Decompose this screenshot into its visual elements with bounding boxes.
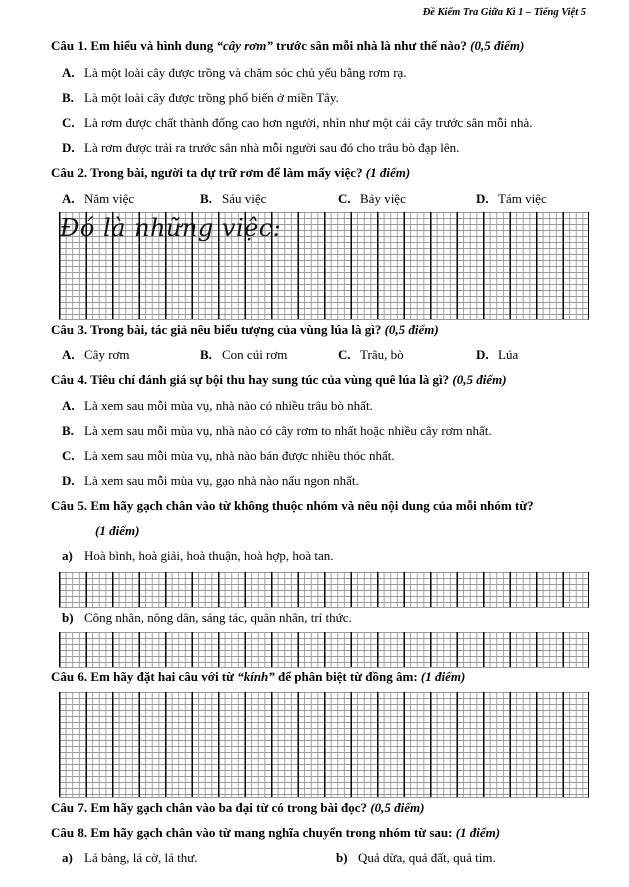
- q4-option-a: [62, 398, 373, 414]
- q8-part-b: [336, 850, 496, 866]
- document-header: Đề Kiểm Tra Giữa Kì 1 – Tiếng Việt 5: [422, 7, 586, 18]
- option-letter: B.: [200, 191, 212, 206]
- question-5: Câu 5. Em hãy gạch chân vào từ không thuộc nhóm và nêu nội dung của mỗi nhóm từ?: [51, 498, 534, 513]
- q1-prefix: Câu 1. Em hiểu và hình dung: [51, 38, 217, 53]
- q1-option-a: [62, 65, 407, 81]
- q5-points: (1 điểm): [95, 523, 140, 538]
- q3-option-d: [476, 347, 518, 363]
- option-letter: C.: [338, 191, 351, 206]
- question-7: [51, 800, 424, 816]
- q6-writing-grid[interactable]: [59, 692, 589, 798]
- q8-text: Câu 8. Em hãy gạch chân vào từ mang nghĩa chuyển trong nhóm từ sau:: [51, 825, 453, 840]
- option-letter: D.: [476, 191, 489, 206]
- option-text: Lúa: [498, 347, 519, 362]
- q1-option-c: [62, 115, 532, 131]
- q8-part-a: [62, 850, 198, 866]
- q2-option-c: [338, 191, 406, 207]
- option-letter: A.: [62, 398, 75, 413]
- q1-points: (0,5 điểm): [466, 38, 525, 53]
- q1-option-d: [62, 140, 459, 156]
- option-text: Năm việc: [84, 191, 135, 206]
- q4-option-b: [62, 423, 492, 439]
- part-label: b): [62, 610, 74, 625]
- q8-points: (1 điểm): [452, 825, 501, 840]
- q7-text: Câu 7. Em hãy gạch chân vào ba đại từ có trong bài đọc?: [51, 800, 367, 815]
- part-text: Hoà bình, hoà giải, hoà thuận, hoà hợp, hoà tan.: [84, 548, 334, 563]
- q2-option-a: [62, 191, 134, 207]
- question-3: [51, 322, 439, 338]
- option-text: Là rơm được chất thành đống cao hơn người, nhìn như một cái cây trước sân mỗi nhà.: [84, 115, 533, 130]
- q3-option-b: [200, 347, 287, 363]
- option-letter: C.: [338, 347, 351, 362]
- q3-text: Câu 3. Trong bài, tác giả nêu biểu tượng của vùng lúa là gì?: [51, 322, 382, 337]
- part-text: Công nhân, nông dân, sáng tác, quân nhân, trí thức.: [84, 610, 352, 625]
- part-text: Quả dừa, quả đất, quả tim.: [358, 850, 496, 865]
- q1-option-b: [62, 90, 339, 106]
- q4-text: Câu 4. Tiêu chí đánh giá sự bội thu hay sung túc của vùng quê lúa là gì?: [51, 372, 450, 387]
- question-8: [51, 825, 500, 841]
- option-text: Là xem sau mỗi mùa vụ, gạo nhà nào nấu ngon nhất.: [84, 473, 359, 488]
- option-letter: B.: [200, 347, 212, 362]
- q1-suffix: trước sân mỗi nhà là như thế nào?: [272, 38, 467, 53]
- option-letter: B.: [62, 90, 74, 105]
- q3-points: (0,5 điểm): [381, 322, 439, 337]
- option-text: Là một loài cây được trồng phổ biến ở miền Tây.: [84, 90, 339, 105]
- question-1: [51, 38, 524, 54]
- option-text: Trâu, bò: [360, 347, 404, 362]
- option-letter: D.: [476, 347, 489, 362]
- option-letter: D.: [62, 140, 75, 155]
- q6-prefix: Câu 6. Em hãy đặt hai câu với từ: [51, 669, 238, 684]
- q2-text: Câu 2. Trong bài, người ta dự trữ rơm để làm mấy việc?: [51, 165, 363, 180]
- option-letter: D.: [62, 473, 75, 488]
- q1-quote: “cây rơm”: [216, 38, 273, 53]
- q2-option-d: [476, 191, 547, 207]
- q2-points: (1 điểm): [362, 165, 411, 180]
- option-letter: C.: [62, 448, 75, 463]
- part-label: a): [62, 548, 73, 563]
- option-text: Bảy việc: [360, 191, 406, 206]
- q4-option-d: [62, 473, 359, 489]
- q6-suffix: để phân biệt từ đồng âm:: [274, 669, 418, 684]
- option-letter: C.: [62, 115, 75, 130]
- q3-option-c: [338, 347, 404, 363]
- q4-points: (0,5 điểm): [449, 372, 507, 387]
- handwritten-answer: Đó là những việc:: [60, 214, 282, 242]
- question-6: [51, 669, 465, 685]
- part-label: a): [62, 850, 73, 865]
- option-letter: A.: [62, 347, 75, 362]
- option-text: Là xem sau mỗi mùa vụ, nhà nào có cây rơm to nhất hoặc nhiều cây rơm nhất.: [84, 423, 492, 438]
- question-2: [51, 165, 410, 181]
- q3-option-a: [62, 347, 130, 363]
- q5a-writing-grid[interactable]: [59, 572, 589, 608]
- option-text: Là xem sau mỗi mùa vụ, nhà nào có nhiều trâu bò nhất.: [84, 398, 373, 413]
- part-label: b): [336, 850, 348, 865]
- q2-option-b: [200, 191, 266, 207]
- q5-part-a: [62, 548, 333, 564]
- option-text: Sáu việc: [222, 191, 267, 206]
- q6-points: (1 điểm): [417, 669, 466, 684]
- option-text: Tám việc: [498, 191, 547, 206]
- option-text: Là một loài cây được trồng và chăm sóc chủ yếu bằng rơm rạ.: [84, 65, 407, 80]
- option-text: Là rơm được trải ra trước sân nhà mỗi người sau đó cho trâu bò đạp lên.: [84, 140, 460, 155]
- option-letter: A.: [62, 191, 75, 206]
- q7-points: (0,5 điểm): [367, 800, 425, 815]
- option-letter: B.: [62, 423, 74, 438]
- option-letter: A.: [62, 65, 75, 80]
- q4-option-c: [62, 448, 395, 464]
- q6-quote: “kính”: [237, 669, 275, 684]
- q5b-writing-grid[interactable]: [59, 632, 589, 668]
- q5-part-b: [62, 610, 352, 626]
- option-text: Cây rơm: [84, 347, 130, 362]
- option-text: Là xem sau mỗi mùa vụ, nhà nào bán được nhiều thóc nhất.: [84, 448, 395, 463]
- option-text: Con cúi rơm: [222, 347, 288, 362]
- part-text: Lá bàng, lá cờ, lá thư.: [84, 850, 198, 865]
- question-4: [51, 372, 507, 388]
